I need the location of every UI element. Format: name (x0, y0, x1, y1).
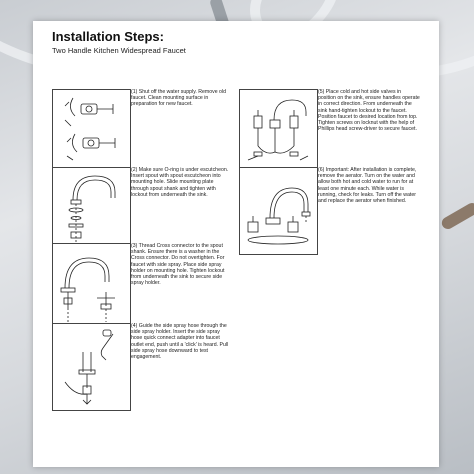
spout-insertion-illustration (53, 168, 130, 250)
side-spray-hose-illustration (53, 324, 130, 410)
step-5-figure (239, 89, 318, 171)
step-6-figure (239, 167, 318, 255)
step-3-figure (52, 243, 131, 329)
step-6-text: (6) Important: After installation is complete, remove the aerator. Turn on the water and allow both hot and cold water to run for at least one minute each. While water is running, check for leaks. Turn off the water and replace the aerator when finished. (318, 167, 417, 205)
page-title: Installation Steps: (52, 29, 164, 44)
step-1-text: (1) Shut off the water supply. Remove old faucet. Clean mounting surface in preparation for new faucet. (131, 89, 226, 108)
instruction-sheet (33, 21, 439, 467)
valve-installation-illustration (240, 90, 317, 170)
aerator-removal-illustration (240, 168, 317, 254)
step-5-text: (5) Place cold and hot side valves in position on the sink, ensure handles operate in correct direction. From underneath the sink hand-tighten lockout to the faucet. Position faucet to desired location from top. Tighten screws on locknut with the help of Phillips head screw-driver to secure faucet. (318, 89, 420, 133)
step-2-figure (52, 167, 131, 251)
valve-removal-illustration (53, 90, 130, 170)
cross-connector-illustration (53, 244, 130, 328)
step-3-text: (3) Thread Cross connector to the spout shank. Ensure there is a washer in the Cross connector. Do not overtighten. For faucet with side spray. Place side spray holder on mounting hole. Tighten lockout from underneath the sink to secure side spray holder. (131, 243, 225, 287)
step-4-text: (4) Guide the side spray hose through the side spray holder. Insert the side spray hose quick connect adapter into faucet outlet end, push until a 'click' is heard. Pull side spray hose downward to test engagement. (131, 323, 229, 361)
step-2-text: (2) Make sure O-ring is under escutcheon. Insert spout with spout escutcheon into mounting hole. Slide mounting plate through spout shank and tighten with lockout from underneath the sink. (131, 167, 229, 198)
step-4-figure (52, 323, 131, 411)
background-pipe (440, 201, 474, 231)
page-subtitle: Two Handle Kitchen Widespread Faucet (52, 46, 186, 55)
step-1-figure (52, 89, 131, 171)
